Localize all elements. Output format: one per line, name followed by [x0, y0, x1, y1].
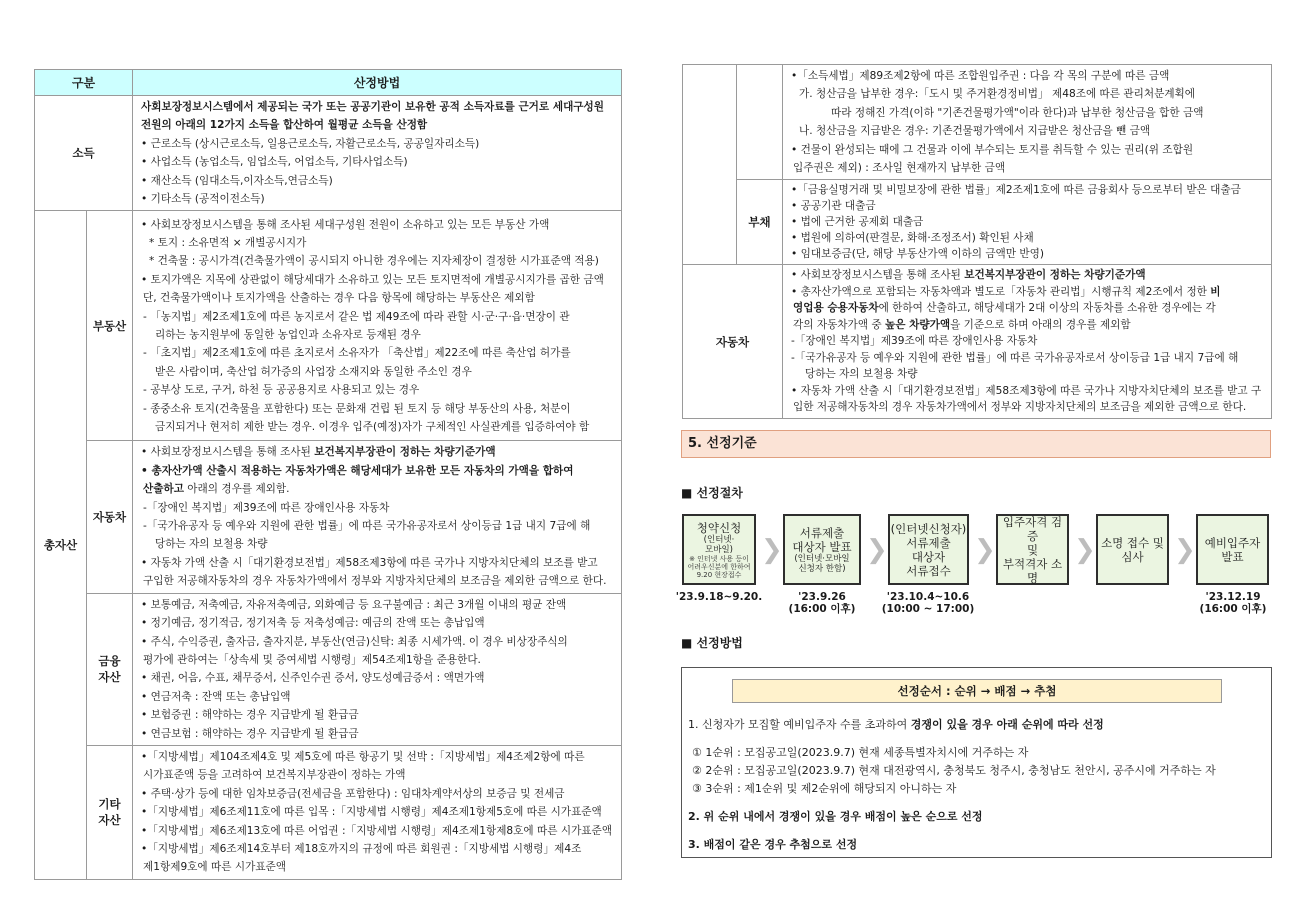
asset-criteria-table-continued [682, 64, 1272, 419]
income-line: • 재산소득 (임대소득,이자소득,연금소득) [141, 174, 333, 187]
real-estate-line: - 「농지법」제2조제1호에 따른 농지로서 같은 법 제49조에 따라 관할 시·군·구·읍·면장이 관 [143, 310, 570, 323]
car-line: • 총자산가액으로 포함되는 자동차액과 별도로「자동차 관리법」시행규칙 제2조에서 정한 비 [791, 285, 1221, 298]
step-application: 청약신청 (인터넷· 모바일) ※ 인터넷 사용 등이 어려우신분에 한하여 9.20 현장접수 [682, 514, 756, 585]
financial-line: • 채권, 어음, 수표, 채무증서, 신주인수권 증서, 양도성예금증서 : 액면가액 [141, 672, 485, 685]
continued-line: 나. 청산금을 지급받은 경우: 기존건물평가액에서 지급받은 청산금을 뺀 금액 [799, 125, 1151, 138]
section-title: 5. 선정기준 [681, 430, 1271, 458]
rank-2: ② 2순위 : 모집공고일(2023.9.7) 현재 대전광역시, 충청북도 청주시, 충청남도 천안시, 공주시에 거주하는 자 [692, 764, 1216, 777]
other-line: 제1항제9호에 따른 시가표준액 [143, 861, 287, 874]
step-date: '23.12.19 (16:00 이후) [1199, 591, 1267, 615]
car-label: 자동차 [87, 441, 133, 593]
debt-line: • 공공기관 대출금 [791, 200, 876, 213]
financial-line: • 보통예금, 저축예금, 자유저축예금, 외화예금 등 요구불예금 : 최근 3개월 이내의 평균 잔액 [141, 598, 567, 611]
car-line: -「장애인 복지법」제39조에 따른 장애인사용 자동차 [791, 335, 1038, 348]
other-line: •「지방세법」제104조제4호 및 제5호에 따른 항공기 및 선박 :「지방세법」제4조제2항에 따른 [141, 750, 585, 763]
car-line: 산출하고 아래의 경우를 제외함. [143, 483, 290, 496]
car-line: 당하는 자의 보철용 차량 [805, 368, 918, 381]
other-line: 시가표준액 등을 고려하여 보건복지부장관이 정하는 가액 [143, 769, 406, 782]
real-estate-line: 금지되거나 현저히 제한 받는 경우. 이경우 입주(예정)자가 구체적인 사실관계를 입증하여야 함 [155, 420, 590, 433]
step-eligibility-check: 입주자격 검증 및 부적격자 소명 [996, 514, 1069, 585]
asset-criteria-table [34, 69, 622, 880]
car-line: -「장애인 복지법」제39조에 따른 장애인사용 자동차 [143, 501, 390, 514]
debt-content [783, 180, 1272, 265]
financial-line: • 보험증권 : 해약하는 경우 지급받게 될 환급금 [141, 709, 359, 722]
real-estate-line: - 종중소유 토지(건축물을 포함한다) 또는 문화재 건립 된 토지 등 해당 부동산의 사용, 처분이 [143, 402, 571, 415]
rank-1: ① 1순위 : 모집공고일(2023.9.7) 현재 세종특별자치시에 거주하는 자 [692, 746, 1029, 759]
chevron-right-icon: ❯ [761, 535, 783, 565]
car-line: • 자동차 가액 산출 시「대기환경보전법」제58조제3항에 따른 국가나 지방자치단체의 보조를 받고 [141, 556, 598, 569]
continued-line: 가. 청산금을 납부한 경우:「도시 및 주거환경정비법」 제48조에 따른 관리처분계획에 [799, 88, 1196, 101]
real-estate-line: * 건축물 : 공시가격(건축물가액이 공시되지 아니한 경우에는 지자체장이 결정한 시가표준액 적용) [149, 255, 599, 268]
chevron-right-icon: ❯ [1174, 535, 1196, 565]
car-line: -「국가유공자 등 예우와 지원에 관한 법률」에 따른 국가유공자로서 상이등급 1급 내지 7급에 해 [791, 351, 1239, 364]
car-line: • 총자산가액 산출시 적용하는 자동차가액은 해당세대가 보유한 모든 자동차의 가액을 합하여 [141, 464, 574, 477]
continued-line: •「소득세법」제89조제2항에 따른 조합원입주권 : 다음 각 목의 구분에 따른 금액 [791, 70, 1170, 82]
car-line: • 자동차 가액 산출 시「대기환경보전법」제58조제3항에 따른 국가나 지방자치단체의 보조를 받고 구 [791, 384, 1262, 397]
real-estate-label: 부동산 [87, 211, 133, 441]
step-date: '23.9.18~9.20. [675, 591, 763, 603]
financial-line: • 연금보험 : 해약하는 경우 지급받게 될 환급금 [141, 727, 359, 740]
step-document-target-announce: 서류제출 대상자 발표 (인터넷·모바일 신청자 한함) [783, 514, 861, 585]
total-assets-label: 총자산 [35, 211, 87, 879]
real-estate-line: • 토지가액은 지목에 상관없이 해당세대가 소유하고 있는 모든 토지면적에 개별공시지가를 곱한 금액 [141, 273, 604, 286]
real-estate-line: - 공부상 도로, 구거, 하천 등 공공용지로 사용되고 있는 경우 [143, 384, 420, 397]
income-line: • 사업소득 (농업소득, 임업소득, 어업소득, 기타사업소득) [141, 156, 408, 169]
income-line: • 기타소득 (공적이전소득) [141, 193, 265, 206]
car-line: • 사회보장정보시스템을 통해 조사된 보건복지부장관이 정하는 차량기준가액 [791, 269, 1146, 282]
income-content [133, 96, 622, 211]
income-label: 소득 [35, 96, 133, 211]
financial-line: • 정기예금, 정기적금, 정기저축 등 저축성예금: 예금의 잔액 또는 총납입액 [141, 617, 485, 630]
rank-3: ③ 3순위 : 제1순위 및 제2순위에 해당되지 아니하는 자 [692, 782, 957, 795]
financial-line: • 연금저축 : 잔액 또는 총납입액 [141, 690, 291, 703]
continued-line: 따라 정해진 가격(이하 "기존건물평가액"이라 한다)과 납부한 청산금을 합한 금액 [831, 106, 1204, 119]
other-line: •「지방세법」제6조제13호에 따른 어업권 :「지방세법 시행령」제4조제1항제8호에 따른 시가표준액 [141, 824, 613, 837]
real-estate-line: * 토지 : 소유면적 × 개별공시지가 [149, 236, 307, 249]
continued-line: 입주권은 제외) : 조사일 현재까지 납부한 금액 [793, 162, 1006, 175]
other-line: •「지방세법」제6조제14호부터 제18호까지의 규정에 따른 회원권 :「지방세법 시행령」제4조 [141, 842, 582, 855]
continued-line: • 건물이 완성되는 때에 그 건물과 이에 부수되는 토지를 취득할 수 있는 권리(위 조합원 [791, 143, 1194, 156]
other-assets-label: 기타 자산 [87, 745, 133, 879]
real-estate-line: 리하는 농지원부에 동일한 농업인과 소유자로 등재된 경우 [155, 328, 421, 341]
step-date: '23.9.26 (16:00 이후) [788, 591, 856, 615]
financial-line: 평가에 관하여는「상속세 및 증여세법 시행령」제54조제1항을 준용한다. [143, 653, 481, 666]
real-estate-line: • 사회보장정보시스템을 통해 조사된 세대구성원 전원이 소유하고 있는 모든 부동산 가액 [141, 218, 550, 231]
selection-order-bar: 선정순서 : 순위 → 배점 → 추첨 [732, 679, 1222, 703]
step-date: '23.10.4~10.6 (10:00 ~ 17:00) [881, 591, 975, 615]
header-method: 산정방법 [133, 70, 622, 96]
other-line: •「지방세법」제6조제11호에 따른 입목 :「지방세법 시행령」제4조제1항제5호에 따른 시가표준액 [141, 806, 602, 819]
chevron-right-icon: ❯ [974, 535, 996, 565]
financial-label: 금융 자산 [87, 593, 133, 745]
income-line: 전원의 아래의 12가지 소득을 합산하여 월평균 소득을 산정함 [141, 119, 428, 132]
car-line: • 사회보장정보시스템을 통해 조사된 보건복지부장관이 정하는 차량기준가액 [141, 446, 496, 459]
debt-line: •「금융실명거래 및 비밀보장에 관한 법률」제2조제1호에 따른 금융회사 등으로부터 받은 대출금 [791, 184, 1241, 197]
real-estate-line: - 「초지법」제2조제1호에 따른 초지로서 소유자가 「축산법」제22조에 따른 축산업 허가를 [143, 347, 571, 360]
header-category: 구분 [35, 70, 133, 96]
car-content-right [783, 265, 1272, 419]
car-line: -「국가유공자 등 예우와 지원에 관한 법률」에 따른 국가유공자로서 상이등급 1급 내지 7급에 해 [143, 520, 591, 533]
procedure-heading: ■ 선정절차 [681, 486, 743, 500]
step-final-announce: 예비입주자 발표 [1196, 514, 1269, 585]
car-line: 입한 저공해자동차의 경우 자동차가액에서 정부와 지방자치단체의 보조금을 제외한 금액으로 한다. [793, 401, 1247, 414]
financial-content [133, 593, 622, 745]
car-label-right: 자동차 [683, 265, 783, 419]
method-item-1: 1. 신청자가 모집할 예비입주자 수를 초과하여 경쟁이 있을 경우 아래 순위에 따라 선정 [688, 718, 1104, 731]
continued-content [783, 65, 1272, 180]
chevron-right-icon: ❯ [1074, 535, 1096, 565]
real-estate-content [133, 211, 622, 441]
other-line: • 주택·상가 등에 대한 임차보증금(전세금을 포함한다) : 임대차계약서상의 보증금 및 전세금 [141, 787, 565, 800]
car-line: 구입한 저공해자동차의 경우 자동차가액에서 정부와 지방자치단체의 보조금을 제외한 금액으로 한다. [143, 575, 607, 588]
debt-line: • 법에 근거한 공제회 대출금 [791, 216, 924, 229]
car-line: 각의 자동차가액 중 높은 차량가액을 기준으로 하며 아래의 경우를 제외함 [793, 318, 1131, 331]
car-line: 당하는 자의 보철용 차량 [155, 538, 268, 551]
real-estate-line: 받은 사람이며, 축산업 허가증의 사업장 소재지와 동일한 주소인 경우 [155, 365, 472, 378]
step-review: 소명 접수 및 심사 [1096, 514, 1169, 585]
method-item-3: 3. 배점이 같은 경우 추첨으로 선정 [688, 838, 858, 851]
method-heading: ■ 선정방법 [681, 636, 743, 650]
chevron-right-icon: ❯ [866, 535, 888, 565]
debt-label: 부채 [737, 180, 783, 265]
car-line: 영업용 승용자동차에 한하여 산출하고, 해당세대가 2대 이상의 자동차를 소유한 경우에는 각 [793, 302, 1216, 315]
income-line: • 근로소득 (상시근로소득, 일용근로소득, 자활근로소득, 공공일자리소득) [141, 137, 480, 150]
real-estate-line: 단, 건축물가액이나 토지가액을 산출하는 경우 다음 항목에 해당하는 부동산은 제외함 [143, 292, 535, 305]
debt-line: • 법원에 의하여(판결문, 화해·조정조서) 확인된 사채 [791, 232, 1034, 245]
financial-line: • 주식, 수익증권, 출자금, 출자지분, 부동산(연금)신탁: 최종 시세가액. 이 경우 비상장주식의 [141, 635, 568, 648]
selection-method-box [681, 667, 1272, 858]
method-item-2: 2. 위 순위 내에서 경쟁이 있을 경우 배점이 높은 순으로 선정 [688, 810, 983, 823]
car-content [133, 441, 622, 593]
other-assets-content [133, 745, 622, 879]
step-document-submission: (인터넷신청자) 서류제출 대상자 서류접수 [888, 514, 969, 585]
income-line: 사회보장정보시스템에서 제공되는 국가 또는 공공기관이 보유한 공적 소득자료를 근거로 세대구성원 [141, 101, 604, 113]
debt-line: • 임대보증금(단, 해당 부동산가액 이하의 금액만 반영) [791, 248, 1044, 261]
